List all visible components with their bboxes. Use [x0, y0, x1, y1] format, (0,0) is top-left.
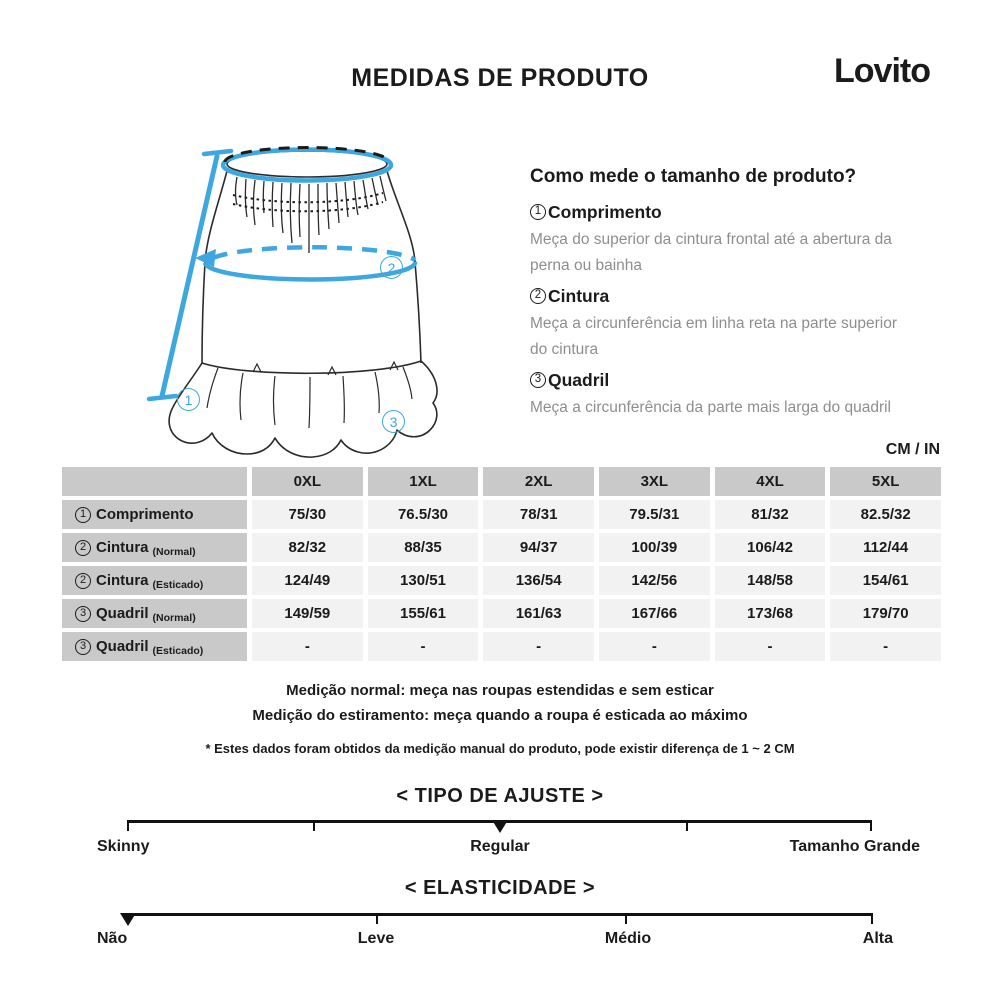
measure-marker-1: 1	[177, 388, 200, 411]
row-number: 2	[75, 540, 91, 556]
scale-tick	[870, 820, 872, 831]
fit-label-tamanho-grande: Tamanho Grande	[789, 838, 920, 855]
size-value-cell: 130/51	[368, 566, 479, 595]
elasticity-scale-title: < ELASTICIDADE >	[404, 877, 596, 899]
size-value-cell: 88/35	[368, 533, 479, 562]
size-value-cell: 167/66	[599, 599, 710, 628]
skirt-illustration	[85, 125, 515, 465]
size-value-cell: -	[483, 632, 594, 661]
row-number: 3	[75, 606, 91, 622]
size-column-header: 1XL	[368, 467, 479, 496]
note-stretch: Medição do estiramento: meça quando a roupa é esticada ao máximo	[252, 707, 748, 724]
elasticity-label-alta: Alta	[862, 930, 893, 947]
row-number: 3	[75, 639, 91, 655]
units-label: CM / IN	[885, 441, 940, 458]
size-value-cell: 79.5/31	[599, 500, 710, 529]
size-value-cell: 106/42	[715, 533, 826, 562]
size-value-cell: 124/49	[252, 566, 363, 595]
scale-tick	[376, 913, 378, 924]
scale-tick	[313, 820, 315, 831]
scale-tick	[625, 913, 627, 924]
guide-item-number: 3	[530, 372, 546, 388]
guide-item-desc: Meça do superior da cintura frontal até a abertura da perna ou bainha	[530, 231, 892, 274]
row-label: Quadril	[96, 605, 149, 622]
guide-heading: Como mede o tamanho de produto?	[530, 166, 857, 187]
guide-item-number: 1	[530, 204, 546, 220]
size-value-cell: -	[368, 632, 479, 661]
row-number: 2	[75, 573, 91, 589]
elasticity-scale-line	[128, 913, 873, 916]
guide-item-desc: Meça a circunferência em linha reta na parte superior do cintura	[530, 315, 898, 358]
table-corner-cell	[62, 467, 247, 496]
row-sub-label: (Esticado)	[152, 579, 204, 591]
size-value-cell: 81/32	[715, 500, 826, 529]
row-label: Cintura	[96, 539, 149, 556]
fit-label-skinny: Skinny	[97, 838, 150, 855]
measurement-notes	[0, 678, 1000, 756]
scale-tick	[127, 820, 129, 831]
row-header	[62, 599, 247, 628]
elasticity-label-medio: Médio	[604, 930, 652, 947]
size-value-cell: 173/68	[715, 599, 826, 628]
row-label: Cintura	[96, 572, 149, 589]
footnote: * Estes dados foram obtidos da medição manual do produto, pode existir diferença de 1 ~ 2 CM	[205, 741, 795, 756]
size-value-cell: 100/39	[599, 533, 710, 562]
row-label: Quadril	[96, 638, 149, 655]
size-column-header: 2XL	[483, 467, 594, 496]
size-table	[62, 467, 941, 661]
size-column-header: 3XL	[599, 467, 710, 496]
size-value-cell: 94/37	[483, 533, 594, 562]
guide-item-number: 2	[530, 288, 546, 304]
page-title: MEDIDAS DE PRODUTO	[351, 64, 649, 92]
elasticity-marker-triangle-icon	[120, 913, 136, 926]
size-value-cell: 75/30	[252, 500, 363, 529]
size-value-cell: 142/56	[599, 566, 710, 595]
size-value-cell: 136/54	[483, 566, 594, 595]
size-value-cell: 161/63	[483, 599, 594, 628]
size-value-cell: 78/31	[483, 500, 594, 529]
size-value-cell: 148/58	[715, 566, 826, 595]
measuring-guide	[530, 166, 945, 424]
guide-item-label	[530, 282, 945, 310]
size-value-cell: -	[830, 632, 941, 661]
brand-logo: Lovito	[834, 52, 930, 90]
fit-scale-line	[127, 820, 872, 823]
scale-tick	[686, 820, 688, 831]
elasticity-label-nao: Não	[97, 930, 128, 947]
guide-item-desc: Meça a circunferência da parte mais larga do quadril	[530, 399, 891, 416]
row-sub-label: (Normal)	[152, 612, 196, 624]
size-value-cell: 149/59	[252, 599, 363, 628]
fit-marker-triangle-icon	[492, 820, 508, 833]
size-value-cell: -	[599, 632, 710, 661]
size-value-cell: 155/61	[368, 599, 479, 628]
size-value-cell: 179/70	[830, 599, 941, 628]
size-column-header: 0XL	[252, 467, 363, 496]
size-value-cell: 76.5/30	[368, 500, 479, 529]
row-sub-label: (Esticado)	[152, 645, 204, 657]
elasticity-label-leve: Leve	[357, 930, 395, 947]
row-label: Comprimento	[96, 506, 194, 523]
row-sub-label: (Normal)	[152, 546, 196, 558]
note-normal: Medição normal: meça nas roupas estendidas e sem esticar	[286, 682, 714, 699]
size-value-cell: -	[715, 632, 826, 661]
row-header	[62, 533, 247, 562]
size-column-header: 5XL	[830, 467, 941, 496]
fit-scale-title: < TIPO DE AJUSTE >	[396, 785, 604, 807]
size-value-cell: 154/61	[830, 566, 941, 595]
row-header	[62, 632, 247, 661]
guide-item-title: Cintura	[548, 285, 610, 306]
size-value-cell: 82/32	[252, 533, 363, 562]
row-number: 1	[75, 507, 91, 523]
row-header	[62, 566, 247, 595]
measure-marker-2: 2	[380, 256, 403, 279]
size-value-cell: 82.5/32	[830, 500, 941, 529]
guide-item-title: Quadril	[548, 369, 610, 390]
size-column-header: 4XL	[715, 467, 826, 496]
measure-marker-3: 3	[382, 410, 405, 433]
size-value-cell: -	[252, 632, 363, 661]
scale-tick	[871, 913, 873, 924]
guide-item-title: Comprimento	[548, 201, 662, 222]
guide-item-label	[530, 366, 945, 394]
product-diagram	[85, 125, 515, 465]
row-header	[62, 500, 247, 529]
size-value-cell: 112/44	[830, 533, 941, 562]
guide-item-label	[530, 198, 945, 226]
fit-label-regular: Regular	[470, 838, 530, 855]
